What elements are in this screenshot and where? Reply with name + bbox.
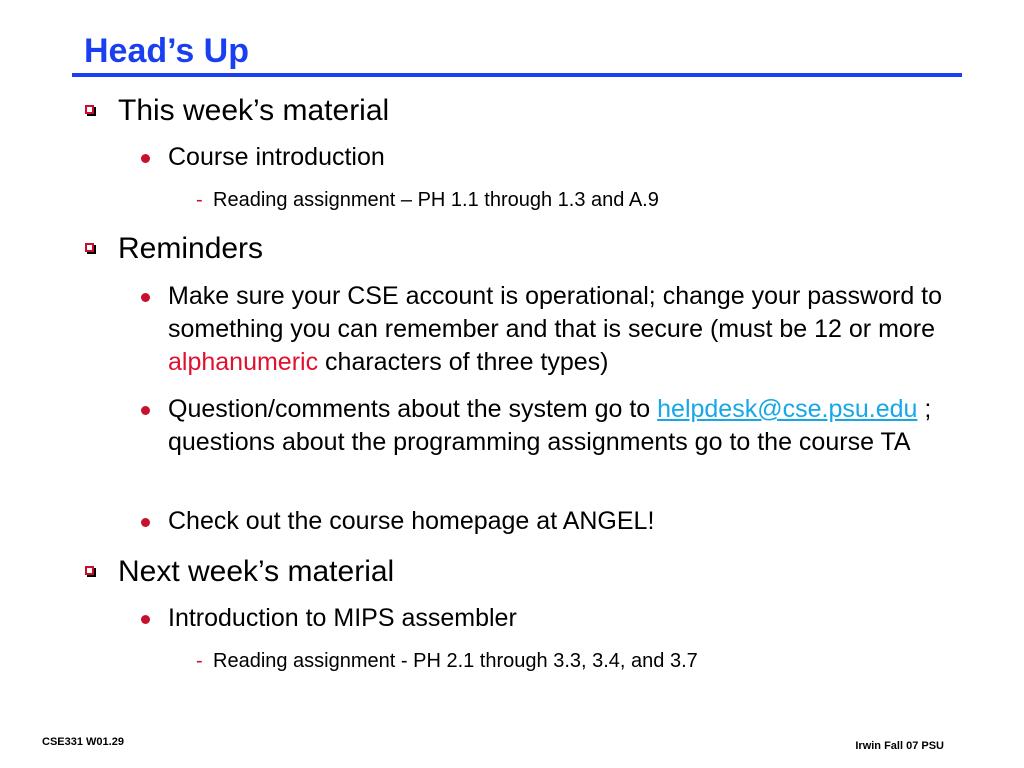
circle-bullet-icon xyxy=(141,406,150,415)
dash-bullet-icon: - xyxy=(196,189,203,211)
circle-bullet-icon xyxy=(141,154,150,163)
slide-title: Head’s Up xyxy=(84,32,250,70)
footer-course-code: CSE331 W01.29 xyxy=(42,736,124,748)
circle-bullet-icon xyxy=(141,293,150,302)
circle-bullet-icon xyxy=(141,615,150,624)
highlighted-term: alphanumeric xyxy=(168,348,319,376)
square-bullet-icon xyxy=(85,243,94,252)
footer-author: Irwin Fall 07 PSU xyxy=(855,740,944,752)
title-underline xyxy=(72,73,962,77)
helpdesk-email-link[interactable]: helpdesk@cse.psu.edu xyxy=(657,395,918,423)
dash-bullet-icon: - xyxy=(196,650,203,672)
square-bullet-icon xyxy=(85,566,94,575)
circle-bullet-icon xyxy=(141,518,150,527)
square-bullet-icon xyxy=(85,105,94,114)
